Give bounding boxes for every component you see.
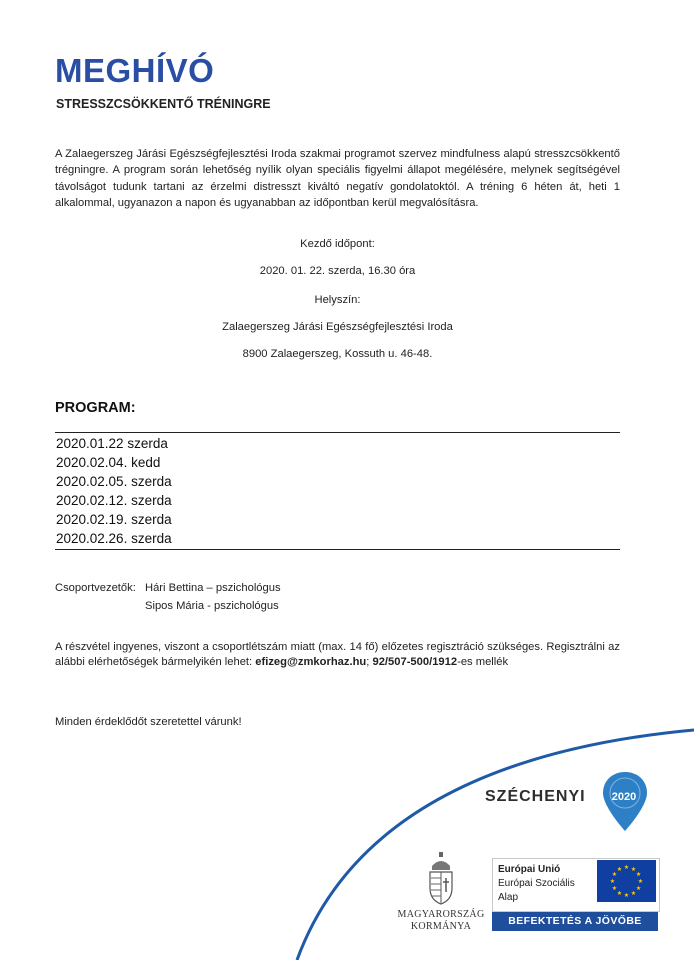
svg-text:★: ★ [611,885,618,892]
program-date: 2020.02.12. szerda [56,493,172,508]
investing-in-future-banner: BEFEKTETÉS A JÖVŐBE [492,912,658,931]
svg-text:★: ★ [630,890,637,898]
svg-text:★: ★ [623,892,630,899]
svg-text:★: ★ [630,865,637,873]
eu-flag-icon [597,860,656,902]
svg-text:★: ★ [635,871,642,878]
group-leader-1: Hári Bettina – pszichológus [145,582,281,594]
program-schedule [55,432,620,550]
szechenyi-year: 2020 [611,791,637,803]
program-date: 2020.02.19. szerda [56,512,172,527]
group-leaders-label: Csoportvezetők: [55,582,136,594]
invitation-title: MEGHÍVÓ [55,52,215,89]
registration-separator: ; [366,656,373,668]
svg-text:★: ★ [616,865,623,873]
program-heading: PROGRAM: [55,400,136,416]
registration-text: A részvétel ingyenes, viszont a csoportlétszám miatt (max. 14 fő) előzetes regisztráció szükséges. Regisztrálni az alábbi elérhetőségek bármelyikén lehet: [55,641,620,668]
svg-text:★: ★ [609,878,616,885]
location-name: Zalaegerszeg Járási Egészségfejlesztési Iroda [222,321,453,333]
eu-fund-name-cont: Alap [498,892,519,903]
hungarian-coat-of-arms-icon [426,852,456,906]
szechenyi-logo-text: SZÉCHENYI [485,788,586,805]
group-leader-2: Sipos Mária - pszichológus [145,600,279,612]
program-date: 2020.02.26. szerda [56,531,172,546]
start-value: 2020. 01. 22. szerda, 16.30 óra [259,265,416,277]
program-date: 2020.02.04. kedd [56,455,161,470]
government-name-line2: KORMÁNYA [410,921,472,932]
registration-paragraph [55,640,620,670]
svg-text:★: ★ [635,885,642,892]
invitation-subtitle: STRESSZCSÖKKENTŐ TRÉNINGRE [56,97,271,111]
registration-extension: -es mellék [457,656,509,668]
registration-phone: 92/507-500/1912 [372,656,458,668]
eu-name: Európai Unió [498,864,561,875]
program-date: 2020.01.22 szerda [56,436,168,451]
location-label: Helyszín: [314,294,361,306]
location-address: 8900 Zalaegerszeg, Kossuth u. 46-48. [242,348,433,360]
svg-text:★: ★ [623,864,630,871]
registration-email[interactable]: efizeg@zmkorhaz.hu [255,656,367,668]
svg-text:★: ★ [616,890,623,898]
closing-line: Minden érdeklődőt szeretettel várunk! [55,716,242,728]
eu-fund-name: Európai Szociális [498,878,575,889]
government-name-line1: MAGYARORSZÁG [397,909,485,920]
svg-text:★: ★ [637,878,644,885]
intro-paragraph: A Zalaegerszeg Járási Egészségfejlesztési Iroda szakmai programot szervez mindfulness alapú stresszcsökkentő trégningre. A program során lehetőség nyílik olyan speciális figyelmi állapot megélésére, melynek segítségével távolságot tudunk tartani az érzelmi distresszt kiváltó negatív gondolatoktól. A tréning 6 héten át, heti 1 alkalommal, ugyanazon a napon és ugyanabban az időpontban kerül megvalósításra. [55,148,620,209]
program-date-list [55,434,620,548]
svg-text:★: ★ [611,871,618,878]
program-date: 2020.02.05. szerda [56,474,172,489]
start-label: Kezdő időpont: [300,238,375,250]
